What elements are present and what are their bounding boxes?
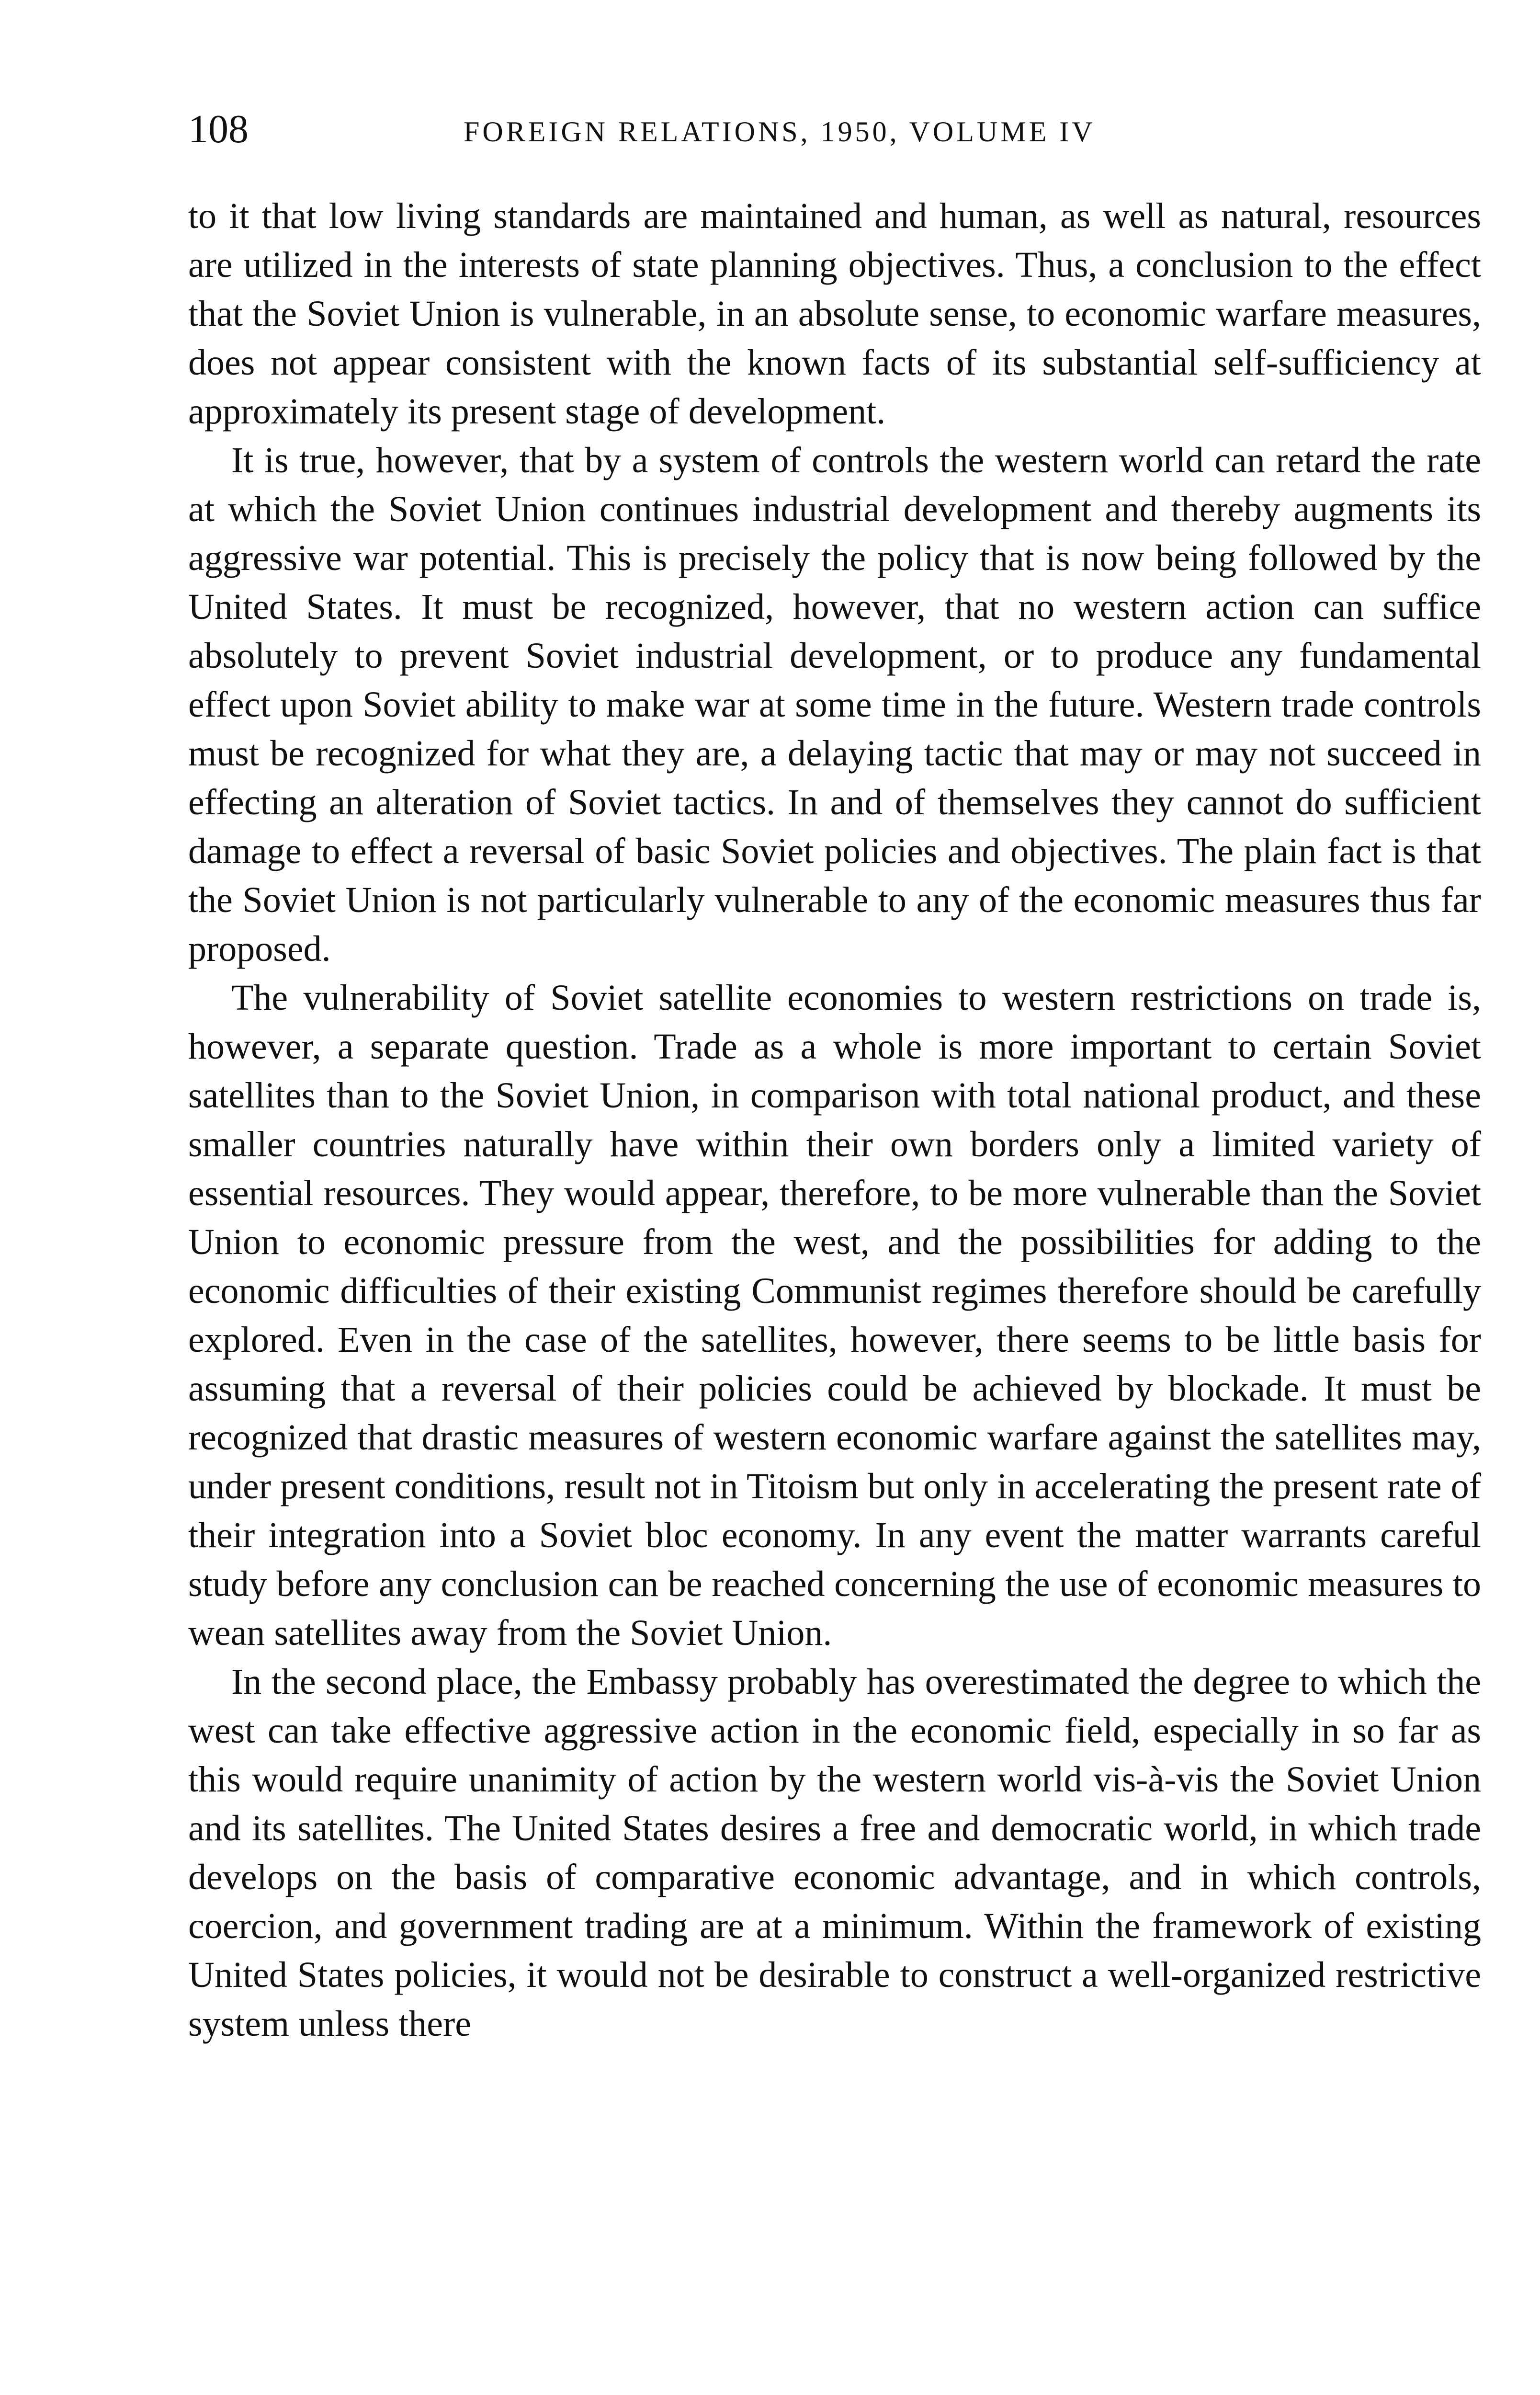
paragraph-satellites: The vulnerability of Soviet satellite economies to western restrictions on trade is, however, a separate question. Trade as a whole is more important to certain Soviet satellites than to the Soviet Union, in comparison with total national product, and these smaller countries naturally have within their own borders only a limited variety of essential resources. They would appear, therefore, to be more vulnerable than the Soviet Union to economic pressure from the west, and the possibilities for adding to the economic difficulties of their existing Communist regimes therefore should be carefully explored. Even in the case of the satellites, however, there seems to be little basis for assuming that a reversal of their policies could be achieved by blockade. It must be recognized that drastic measures of western economic warfare against the satellites may, under present conditions, result not in Titoism but only in accelerating the present rate of their integration into a Soviet bloc economy. In any event the matter warrants careful study before any conclusion can be reached concerning the use of economic measures to wean satellites away from the Soviet Union.	[188, 978, 1481, 1653]
page-number: 108	[188, 107, 249, 151]
body-text	[188, 192, 1481, 2048]
paragraph-continuation: to it that low living standards are maintained and human, as well as natural, resources are utilized in the interests of state planning objectives. Thus, a conclusion to the effect that the Soviet Union is vulnerable, in an absolute sense, to economic warfare measures, does not appear consistent with the known facts of its substantial self-sufficiency at approximately its present stage of development.	[188, 196, 1481, 432]
running-header-title: FOREIGN RELATIONS, 1950, VOLUME IV	[464, 116, 1096, 148]
paragraph-embassy: In the second place, the Embassy probably has overestimated the degree to which the west can take effective aggressive action in the economic field, especially in so far as this would require unanimity of action by the western world vis-à-vis the Soviet Union and its satellites. The United States desires a free and democratic world, in which trade develops on the basis of comparative economic advantage, and in which controls, coercion, and government trading are at a minimum. Within the framework of existing United States policies, it would not be desirable to construct a well-organized restrictive system unless there	[188, 1662, 1481, 2044]
paragraph-controls: It is true, however, that by a system of controls the western world can retard the rate at which the Soviet Union continues industrial development and thereby augments its aggressive war potential. This is precisely the policy that is now being followed by the United States. It must be recognized, however, that no western action can suffice absolutely to prevent Soviet industrial development, or to produce any fundamental effect upon Soviet ability to make war at some time in the future. Western trade controls must be recognized for what they are, a delaying tactic that may or may not succeed in effecting an alteration of Soviet tactics. In and of themselves they cannot do sufficient damage to effect a reversal of basic Soviet policies and objectives. The plain fact is that the Soviet Union is not particularly vulnerable to any of the economic measures thus far proposed.	[188, 440, 1481, 969]
running-header	[188, 103, 1481, 156]
